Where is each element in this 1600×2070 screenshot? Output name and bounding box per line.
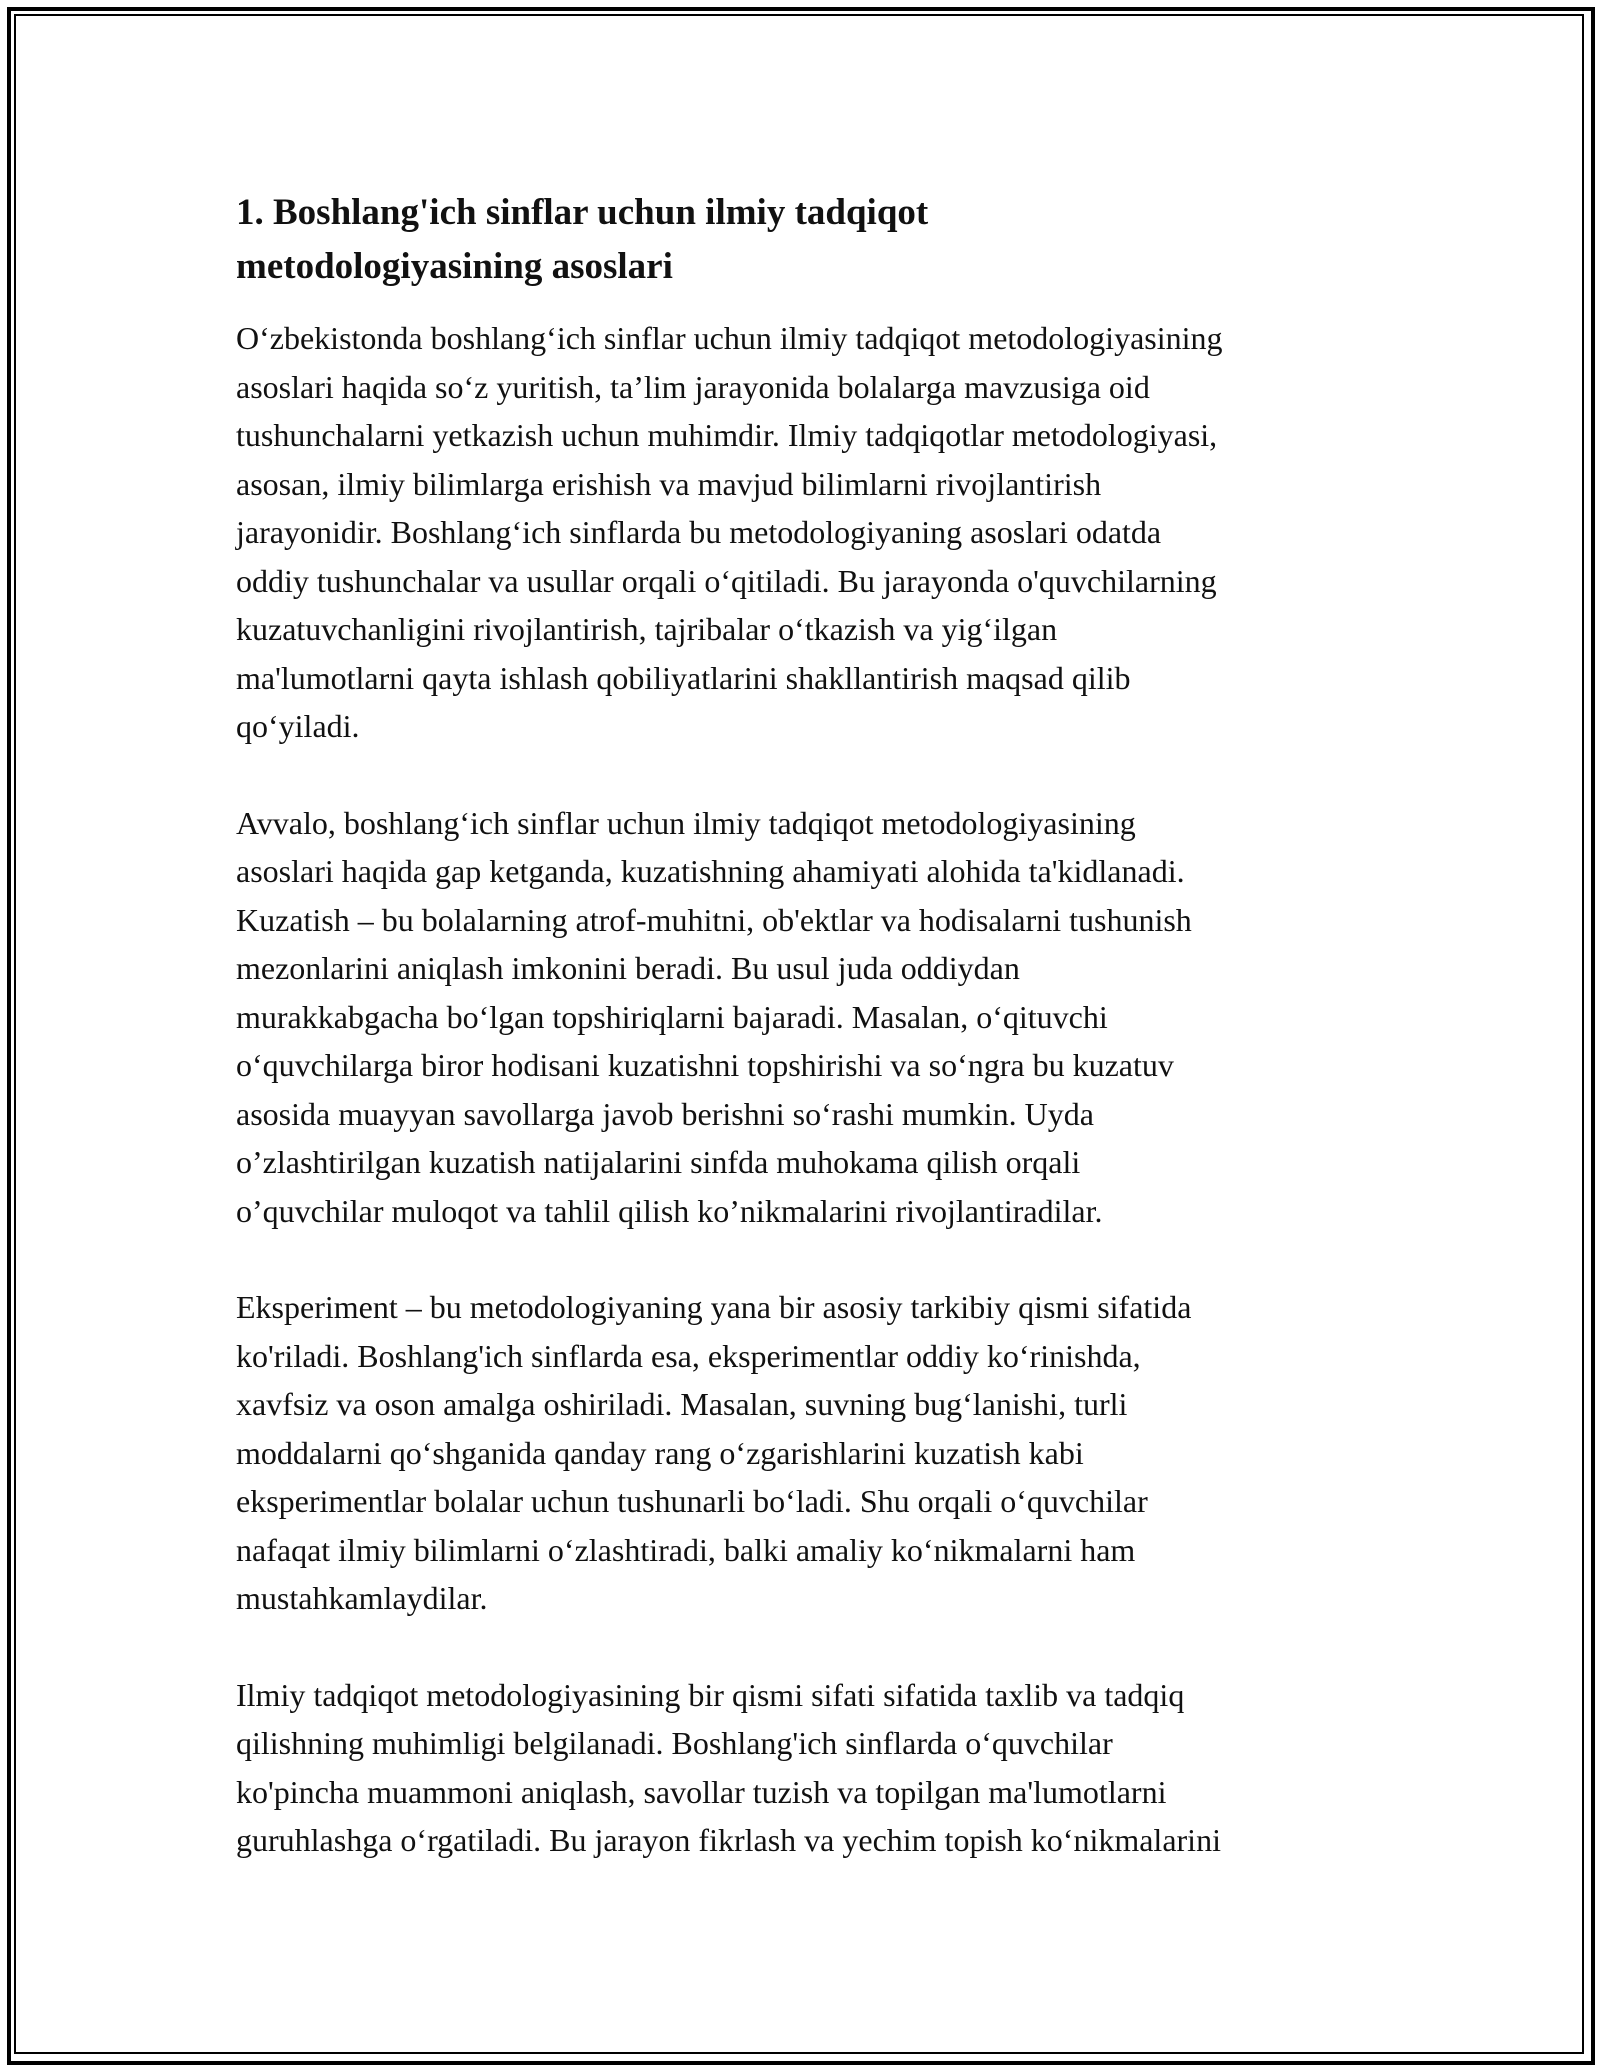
text-line: eksperimentlar bolalar uchun tushunarli bo‘ladi. Shu orqali o‘quvchilar — [236, 1483, 1148, 1519]
section-heading — [236, 186, 1376, 294]
text-line: Eksperiment – bu metodologiyaning yana bir asosiy tarkibiy qismi sifatida — [236, 1289, 1192, 1325]
text-line: o‘quvchilarga biror hodisani kuzatishni topshirishi va so‘ngra bu kuzatuv — [236, 1047, 1174, 1083]
paragraph-observation — [236, 799, 1376, 1236]
text-line: o’zlashtirilgan kuzatish natijalarini sinfda muhokama qilish orqali — [236, 1144, 1081, 1180]
text-line: o’quvchilar muloqot va tahlil qilish ko’nikmalarini rivojlantiradilar. — [236, 1192, 1103, 1229]
heading-line: metodologiyasining asoslari — [236, 246, 673, 287]
text-line: asoslari haqida gap ketganda, kuzatishning ahamiyati alohida ta'kidlanadi. — [236, 853, 1185, 889]
text-line: Kuzatish – bu bolalarning atrof-muhitni, ob'ektlar va hodisalarni tushunish — [236, 901, 1192, 938]
text-line: ko'pincha muammoni aniqlash, savollar tuzish va topilgan ma'lumotlarni — [236, 1773, 1167, 1810]
text-line: ko'riladi. Boshlang'ich sinflarda esa, eksperimentlar oddiy ko‘rinishda, — [236, 1337, 1141, 1374]
text-line: Ilmiy tadqiqot metodologiyasining bir qismi sifati sifatida taxlib va tadqiq — [236, 1676, 1185, 1713]
text-line: qo‘yiladi. — [236, 708, 360, 744]
text-line: tushunchalarni yetkazish uchun muhimdir. Ilmiy tadqiqotlar metodologiyasi, — [236, 417, 1218, 453]
document-body — [236, 186, 1376, 1913]
text-line: moddalarni qo‘shganida qanday rang o‘zgarishlarini kuzatish kabi — [236, 1434, 1084, 1471]
text-line: xavfsiz va oson amalga oshiriladi. Masalan, suvning bug‘lanishi, turli — [236, 1386, 1128, 1422]
text-line: guruhlashga o‘rgatiladi. Bu jarayon fikrlash va yechim topish ko‘nikmalarini — [236, 1822, 1221, 1858]
text-line: mezonlarini aniqlash imkonini beradi. Bu usul juda oddiydan — [236, 950, 1020, 986]
heading-line: 1. Boshlang'ich sinflar uchun ilmiy tadqiqot — [236, 192, 929, 233]
paragraph-intro — [236, 314, 1376, 751]
paragraph-experiment — [236, 1283, 1376, 1623]
text-line: jarayonidir. Boshlang‘ich sinflarda bu metodologiyaning asoslari odatda — [236, 514, 1162, 550]
text-line: O‘zbekistonda boshlang‘ich sinflar uchun ilmiy tadqiqot metodologiyasining — [236, 320, 1223, 356]
text-line: asosida muayyan savollarga javob berishni so‘rashi mumkin. Uyda — [236, 1095, 1094, 1132]
text-line: nafaqat ilmiy bilimlarni o‘zlashtiradi, balki amaliy ko‘nikmalarni ham — [236, 1531, 1136, 1568]
text-line: asoslari haqida so‘z yuritish, ta’lim jarayonida bolalarga mavzusiga oid — [236, 368, 1150, 405]
paragraph-analysis — [236, 1671, 1376, 1865]
text-line: kuzatuvchanligini rivojlantirish, tajribalar o‘tkazish va yig‘ilgan — [236, 611, 1058, 647]
text-line: asosan, ilmiy bilimlarga erishish va mavjud bilimlarni rivojlantirish — [236, 465, 1102, 502]
text-line: oddiy tushunchalar va usullar orqali o‘qitiladi. Bu jarayonda o'quvchilarning — [236, 562, 1217, 599]
text-line: Avvalo, boshlang‘ich sinflar uchun ilmiy tadqiqot metodologiyasining — [236, 804, 1136, 841]
text-line: murakkabgacha bo‘lgan topshiriqlarni bajaradi. Masalan, o‘qituvchi — [236, 998, 1108, 1035]
text-line: ma'lumotlarni qayta ishlash qobiliyatlarini shakllantirish maqsad qilib — [236, 659, 1131, 696]
text-line: qilishning muhimligi belgilanadi. Boshlang'ich sinflarda o‘quvchilar — [236, 1725, 1113, 1761]
text-line: mustahkamlaydilar. — [236, 1580, 488, 1616]
